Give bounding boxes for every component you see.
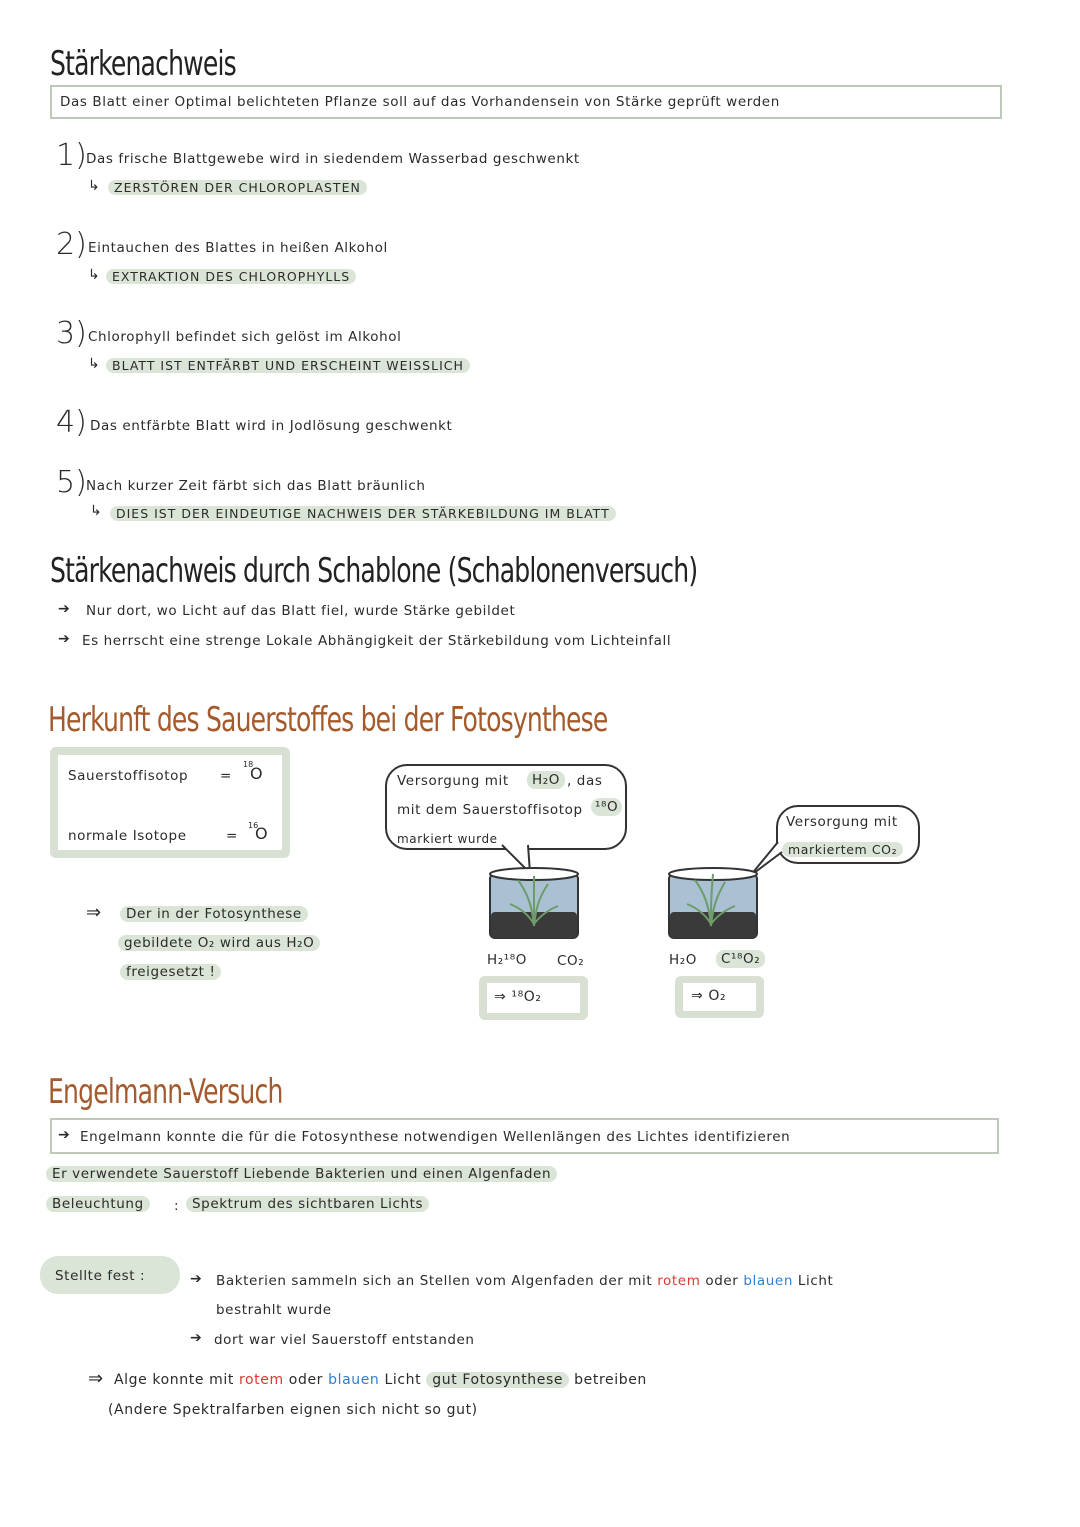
turn-arrow-icon: ↳ <box>88 178 100 194</box>
step-result: BLATT IST ENTFÄRBT UND ERSCHEINT WEISSLICH <box>106 358 470 373</box>
speech-bubble-h2o <box>385 764 627 850</box>
turn-arrow-icon: ↳ <box>88 356 100 372</box>
section-title-staerkenachweis: Stärkenachweis <box>50 44 236 84</box>
exp2-result-box <box>675 976 764 1018</box>
oxygen-symbol: O <box>255 824 268 843</box>
bubble-text: Versorgung mit <box>786 814 898 830</box>
exp1-result-box <box>479 976 588 1020</box>
isotope-mass-16: 16 <box>248 821 259 830</box>
blue-word: blauen <box>328 1372 380 1388</box>
step-result: EXTRAKTION DES CHLOROPHYLLS <box>106 269 356 284</box>
finding-line: bestrahlt wurde <box>216 1302 332 1318</box>
bubble-h2o: H₂O <box>527 771 565 789</box>
step-number: 5) <box>56 465 87 500</box>
red-word: rotem <box>238 1372 284 1388</box>
step-text: Eintauchen des Blattes in heißen Alkohol <box>88 240 388 256</box>
oxygen-symbol: O <box>250 764 263 783</box>
stellte-fest-badge <box>40 1256 180 1294</box>
turn-arrow-icon: ↳ <box>88 267 100 283</box>
exp1-water: H₂¹⁸O <box>487 952 528 968</box>
conclusion-line: gebildete O₂ wird aus H₂O <box>118 935 320 951</box>
implies-arrow-icon: ⇒ <box>86 902 102 923</box>
conclusion-line: freigesetzt ! <box>120 964 221 980</box>
conclusion-line: Alge konnte mit rotem oder blauen Licht gut Fotosynthese betreiben <box>114 1372 647 1388</box>
section-title-engelmann: Engelmann-Versuch <box>48 1072 283 1112</box>
engelmann-line: Er verwendete Sauerstoff Liebende Bakterien und einen Algenfaden <box>46 1166 557 1182</box>
step-text: Das frische Blattgewebe wird in siedendem Wasserbad geschwenkt <box>86 151 580 167</box>
section-title-herkunft: Herkunft des Sauerstoffes bei der Fotosynthese <box>48 700 608 740</box>
isotope-box <box>50 747 290 858</box>
highlight: gut Fotosynthese <box>426 1372 569 1388</box>
blue-word: blauen <box>743 1273 793 1289</box>
step-result: DIES IST DER EINDEUTIGE NACHWEIS DER STÄRKEBILDUNG IM BLATT <box>110 506 616 521</box>
implies-arrow-icon: ⇒ <box>88 1368 104 1389</box>
beleuchtung-label: Beleuchtung <box>46 1196 150 1212</box>
exp2-co2: C¹⁸O₂ <box>716 950 765 968</box>
exp2-water: H₂O <box>669 952 697 968</box>
step-text: Nach kurzer Zeit färbt sich das Blatt bräunlich <box>86 478 426 494</box>
red-word: rotem <box>657 1273 701 1289</box>
step-number: 2) <box>56 227 87 262</box>
right-arrow-icon: ➔ <box>190 1271 202 1287</box>
stellte-fest-label: Stellte fest : <box>55 1268 146 1284</box>
equals-sign: = <box>220 768 232 784</box>
right-arrow-icon: ➔ <box>58 1127 70 1143</box>
beaker-plant-icon <box>488 866 580 942</box>
step-result: ZERSTÖREN DER CHLOROPLASTEN <box>108 180 367 195</box>
engelmann-intro-box <box>50 1118 999 1154</box>
bubble-isotope: ¹⁸O <box>591 798 622 816</box>
right-arrow-icon: ➔ <box>190 1330 202 1346</box>
finding-line: Bakterien sammeln sich an Stellen vom Algenfaden der mit rotem oder blauen Licht <box>216 1273 834 1289</box>
beleuchtung-text: Spektrum des sichtbaren Lichts <box>186 1196 429 1212</box>
isotope-label: Sauerstoffisotop <box>68 768 189 784</box>
bubble-text: markiert wurde <box>397 832 498 846</box>
step-number: 4) <box>56 405 87 440</box>
exp1-result: ⇒ ¹⁸O₂ <box>494 989 542 1005</box>
right-arrow-icon: ➔ <box>58 601 70 617</box>
intro-text: Das Blatt einer Optimal belichteten Pflanze soll auf das Vorhandensein von Stärke geprüft werden <box>60 94 780 110</box>
step-text: Das entfärbte Blatt wird in Jodlösung geschwenkt <box>90 418 453 434</box>
text-line: Nur dort, wo Licht auf das Blatt fiel, wurde Stärke gebildet <box>86 603 516 619</box>
isotope-mass-18: 18 <box>243 760 254 769</box>
normal-isotope-label: normale Isotope <box>68 828 187 844</box>
right-arrow-icon: ➔ <box>58 631 70 647</box>
section-title-schablone: Stärkenachweis durch Schablone (Schablonenversuch) <box>50 551 698 591</box>
bubble-text: markiertem CO₂ <box>782 842 903 857</box>
bubble-text: Versorgung mit <box>397 773 509 789</box>
speech-bubble-co2 <box>776 805 920 864</box>
step-number: 3) <box>56 316 87 351</box>
bubble-text: , das <box>567 773 603 789</box>
intro-box <box>50 85 1002 119</box>
exp1-co2: CO₂ <box>557 953 585 969</box>
turn-arrow-icon: ↳ <box>90 503 102 519</box>
finding-line: dort war viel Sauerstoff entstanden <box>214 1332 475 1348</box>
step-number: 1) <box>56 138 87 173</box>
conclusion-line: Der in der Fotosynthese <box>120 906 308 922</box>
exp2-result: ⇒ O₂ <box>691 988 727 1004</box>
separator: : <box>174 1198 180 1214</box>
text-line: Es herrscht eine strenge Lokale Abhängigkeit der Stärkebildung vom Lichteinfall <box>82 633 672 649</box>
bubble-text: mit dem Sauerstoffisotop <box>397 802 583 818</box>
beaker-plant-icon <box>667 866 759 942</box>
engelmann-intro: Engelmann konnte die für die Fotosynthese notwendigen Wellenlängen des Lichtes identifizieren <box>80 1129 791 1145</box>
conclusion-note: (Andere Spektralfarben eignen sich nicht so gut) <box>108 1402 478 1418</box>
step-text: Chlorophyll befindet sich gelöst im Alkohol <box>88 329 402 345</box>
equals-sign: = <box>226 828 238 844</box>
